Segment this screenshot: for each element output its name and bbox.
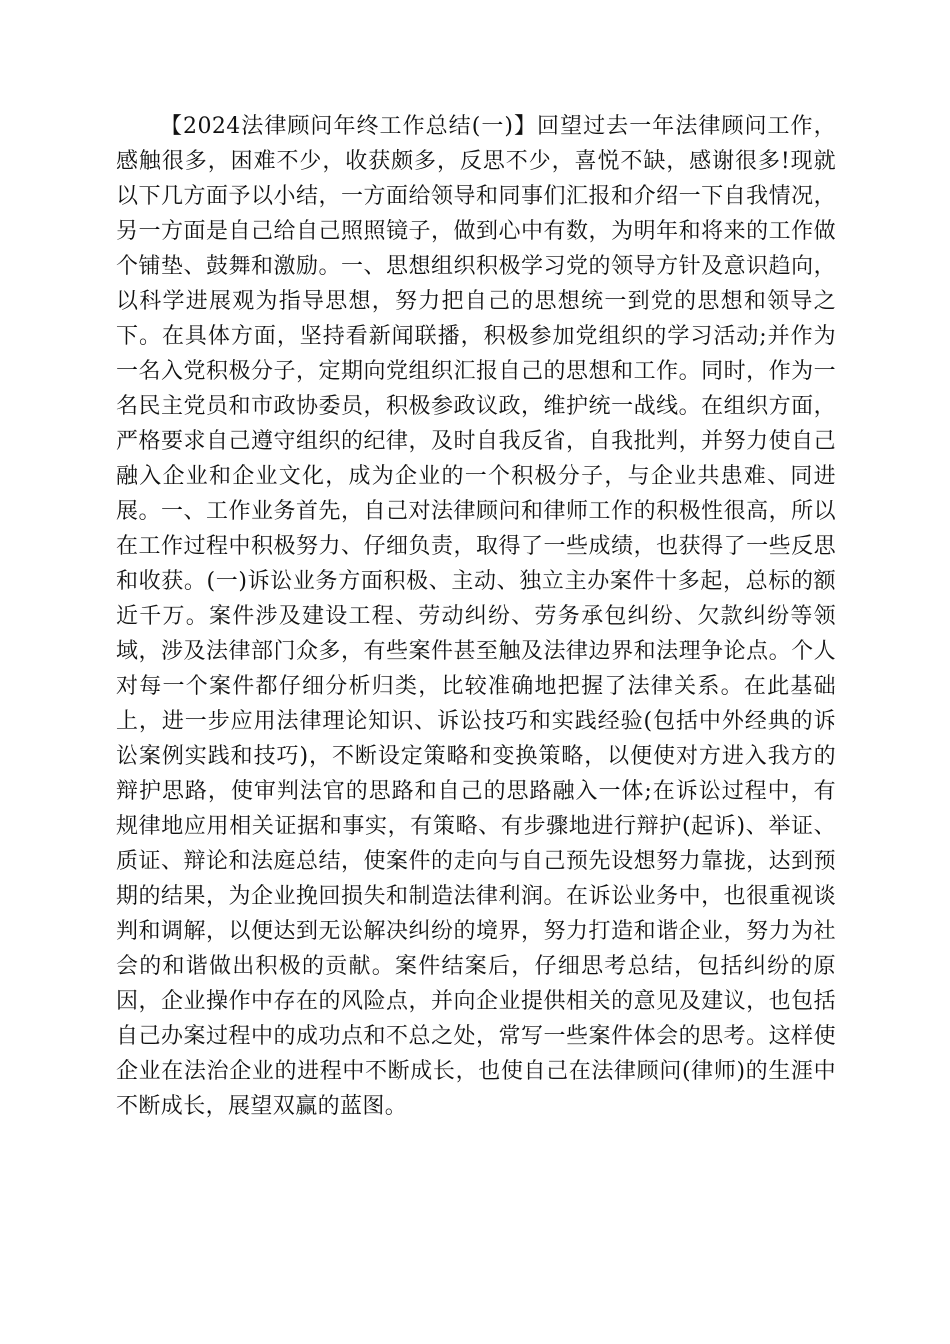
body-paragraph: 【2024法律顾问年终工作总结(一)】回望过去一年法律顾问工作，感触很多，困难不少，收获颇多，反思不少，喜悦不缺，感谢很多!现就以下几方面予以小结，一方面给领导和同事们汇报和介绍一下自我情况，另一方面是自己给自己照照镜子，做到心中有数，为明年和将来的工作做个铺垫、鼓舞和激励。一、思想组织积极学习党的领导方针及意识趋向，以科学进展观为指导思想，努力把自己的思想统一到党的思想和领导之下。在具体方面，坚持看新闻联播，积极参加党组织的学习活动;并作为一名入党积极分子，定期向党组织汇报自己的思想和工作。同时，作为一名民主党员和市政协委员，积极参政议政，维护统一战线。在组织方面，严格要求自己遵守组织的纪律，及时自我反省，自我批判，并努力使自己融入企业和企业文化，成为企业的一个积极分子，与企业共患难、同进展。一、工作业务首先，自己对法律顾问和律师工作的积极性很高，所以在工作过程中积极努力、仔细负责，取得了一些成绩，也获得了一些反思和收获。(一)诉讼业务方面积极、主动、独立主办案件十多起，总标的额近千万。案件涉及建设工程、劳动纠纷、劳务承包纠纷、欠款纠纷等领域，涉及法律部门众多，有些案件甚至触及法律边界和法理争论点。个人对每一个案件都仔细分析归类，比较准确地把握了法律关系。在此基础上，进一步应用法律理论知识、诉讼技巧和实践经验(包括中外经典的诉讼案例实践和技巧)，不断设定策略和变换策略，以便使对方进入我方的辩护思路，使审判法官的思路和自己的思路融入一体;在诉讼过程中，有规律地应用相关证据和事实，有策略、有步骤地进行辩护(起诉)、举证、质证、辩论和法庭总结，使案件的走向与自己预先设想努力靠拢，达到预期的结果，为企业挽回损失和制造法律利润。在诉讼业务中，也很重视谈判和调解，以便达到无讼解决纠纷的境界，努力打造和谐企业，努力为社会的和谐做出积极的贡献。案件结案后，仔细思考总结，包括纠纷的原因，企业操作中存在的风险点，并向企业提供相关的意见及建议，也包括自己办案过程中的成功点和不总之处，常写一些案件体会的思考。这样使企业在法治企业的进程中不断成长，也使自己在法律顾问(律师)的生涯中不断成长，展望双赢的蓝图。 <box>116 114 836 1119</box>
